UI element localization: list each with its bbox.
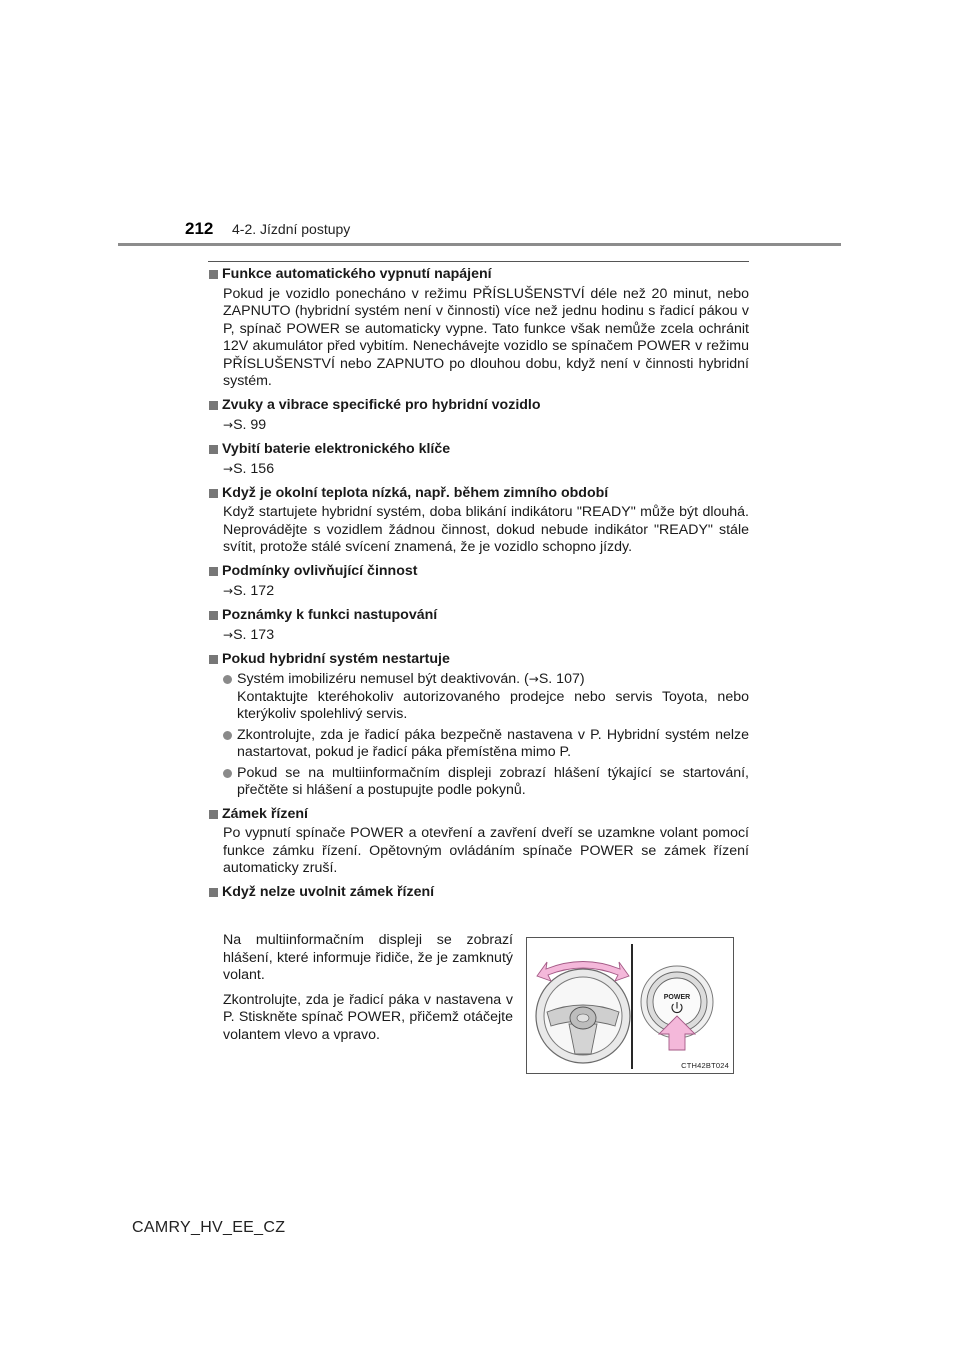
round-bullet-icon bbox=[223, 769, 232, 778]
square-bullet-icon bbox=[209, 567, 218, 576]
section-heading: Pokud hybridní systém nestartuje bbox=[208, 651, 749, 669]
steering-wheel-icon bbox=[536, 969, 630, 1063]
square-bullet-icon bbox=[209, 888, 218, 897]
round-bullet-icon bbox=[223, 675, 232, 684]
steering-unlock-paragraph: Zkontrolujte, zda je řadicí páka v nastavena v P. Stiskněte spínač POWER, přičemž otáčejte volantem vlevo a vpravo. bbox=[223, 991, 513, 1043]
section-body: Když startujete hybridní systém, doba blikání indikátoru "READY" může být dlouhá. Neprovádějte s vozidlem žádnou činnost, dokud nebude indikátor "READY" stále svítit, protože stálé svícení znamená, že je vozidlo schopno jízdy. bbox=[223, 504, 749, 555]
section-heading: Když nelze uvolnit zámek řízení bbox=[208, 884, 749, 902]
section-heading: Zvuky a vibrace specifické pro hybridní vozidlo bbox=[208, 397, 749, 415]
section-heading: Funkce automatického vypnutí napájení bbox=[208, 266, 749, 284]
chapter-title: 4-2. Jízdní postupy bbox=[232, 221, 351, 237]
section-heading: Vybití baterie elektronického klíče bbox=[208, 441, 749, 459]
list-item: Zkontrolujte, zda je řadicí páka bezpečně nastavena v P. Hybridní systém nelze nastartovat, pokud je řadicí páka přemístěna mimo P. bbox=[223, 727, 749, 762]
main-content bbox=[208, 266, 749, 901]
steering-power-illustration bbox=[526, 937, 734, 1074]
square-bullet-icon bbox=[209, 655, 218, 664]
section-heading: Zámek řízení bbox=[208, 806, 749, 824]
section-heading: Poznámky k funkci nastupování bbox=[208, 607, 749, 625]
arrow-right-icon: → bbox=[223, 418, 234, 432]
steering-unlock-paragraph: Na multiinformačním displeji se zobrazí hlášení, které informuje řidiče, že je zamknutý volant. bbox=[223, 932, 513, 983]
section-body: Po vypnutí spínače POWER a otevření a zavření dveří se uzamkne volant pomocí funkce zámku řízení. Opětovným ovládáním spínače POWER se zámek řízení automaticky zruší. bbox=[223, 825, 749, 876]
arrow-right-icon: → bbox=[223, 584, 234, 598]
page-reference: →S. 173 bbox=[223, 627, 275, 643]
section-body: Pokud je vozidlo ponecháno v režimu PŘÍSLUŠENSTVÍ déle než 20 minut, nebo ZAPNUTO (hybridní systém není v činnosti) více než jednu hodinu s řadicí pákou v P, spínač POWER se automaticky vypne. Tato funkce však nemůže zcela ochránit 12V akumulátor před vybitím. Nenechávejte vozidlo se spínačem POWER v režimu PŘÍSLUŠENSTVÍ nebo ZAPNUTO po dlouhou dobu, když není v činnosti hybridní systém. bbox=[223, 285, 749, 389]
power-button-label: POWER bbox=[663, 994, 691, 1001]
square-bullet-icon bbox=[209, 611, 218, 620]
section-divider bbox=[208, 261, 749, 262]
arrow-right-icon: → bbox=[528, 672, 539, 686]
square-bullet-icon bbox=[209, 270, 218, 279]
section-heading: Podmínky ovlivňující činnost bbox=[208, 563, 749, 581]
round-bullet-icon bbox=[223, 731, 232, 740]
section-heading: Když je okolní teplota nízká, např. během zimního období bbox=[208, 485, 749, 503]
page-number: 212 bbox=[185, 219, 214, 238]
arrow-right-icon: → bbox=[223, 462, 234, 476]
arrow-right-icon: → bbox=[223, 628, 234, 642]
square-bullet-icon bbox=[209, 489, 218, 498]
steering-unlock-text bbox=[223, 932, 513, 1051]
model-code: CAMRY_HV_EE_CZ bbox=[132, 1219, 286, 1236]
list-item: Pokud se na multiinformačním displeji zobrazí hlášení týkající se startování, přečtěte si hlášení a postupujte podle pokynů. bbox=[223, 765, 749, 800]
square-bullet-icon bbox=[209, 401, 218, 410]
page-reference: →S. 99 bbox=[223, 417, 267, 433]
page-reference: →S. 172 bbox=[223, 583, 275, 599]
list-item: Systém imobilizéru nemusel být deaktivován. (→S. 107) Kontaktujte kteréhokoliv autorizovaného prodejce nebo servis Toyota, nebo kterýkoliv spolehlivý servis. bbox=[223, 671, 749, 724]
page-reference: →S. 156 bbox=[223, 461, 275, 477]
square-bullet-icon bbox=[209, 445, 218, 454]
header-divider bbox=[118, 243, 841, 246]
square-bullet-icon bbox=[209, 810, 218, 819]
figure-code: CTH42BT024 bbox=[681, 1061, 729, 1070]
illustration-drawing bbox=[527, 938, 733, 1073]
